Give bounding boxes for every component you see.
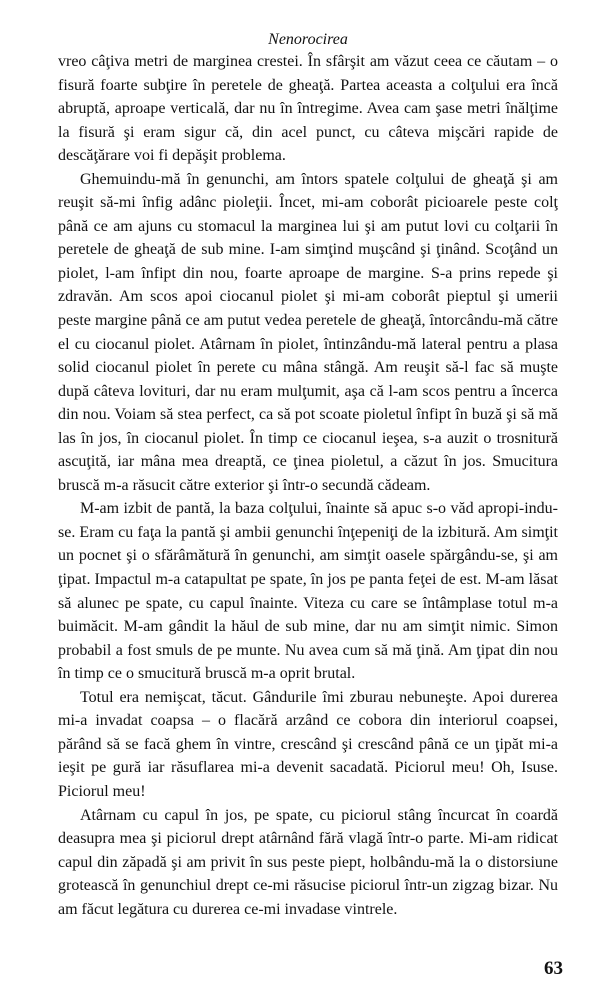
paragraph-2: Ghemuindu-mă în genunchi, am întors spatele colţului de gheaţă şi am reuşit să-mi înfig adânc pioleţii. Încet, mi-am coborât picioarele peste colţ până ce am ajuns cu stomacul la marginea lui şi am putut lovi cu colţarii în peretele de gheaţă de sub mine. I-am simţind muşcând şi ţinând. Scoţând un piolet, l-am înfipt din nou, foarte aproape de margine. S-a prins repede şi zdravăn. Am scos apoi ciocanul piolet şi mi-am coborât pieptul şi umerii peste margine până ce am putut vedea peretele de gheaţă, întorcându-mă către el cu ciocanul piolet. Atârnam în piolet, întinzându-mă lateral pentru a plasa solid ciocanul piolet în perete cu mâna stângă. Am reuşit să-l fac să muşte după câteva lovituri, dar nu eram mulţumit, aşa că l-am scos pentru a încerca din nou. Voiam să stea perfect, ca să pot scoate pioletul înfipt în buză şi să mă las în jos, în ciocanul piolet. În timp ce ciocanul ieşea, s-a auzit o trosnitură ascuţită, iar mâna mea dreaptă, ce ţinea pioletul, a căzut în jos. Smucitura bruscă m-a răsucit către exterior şi într-o secundă cădeam. bbox=[58, 170, 558, 494]
paragraph-3: M-am izbit de pantă, la baza colţului, înainte să apuc s-o văd apropi-indu-se. Eram cu faţa la pantă şi ambii genunchi înţepeniţi de la izbitură. Am simţit un pocnet şi o sfărâmătură în genunchi, am simţit oasele spărgându-se, şi am ţipat. Impactul m-a catapultat pe spate, în jos pe panta feţei de est. M-am lăsat să alunec pe spate, cu capul înainte. Viteza cu care se întâmplase totul m-a buimăcit. M-am gândit la hăul de sub mine, dar nu am simţit nimic. Simon probabil a fost smuls de pe munte. Nu avea cum să mă ţină. Am ţipat din nou în timp ce o smucitură bruscă m-a oprit brutal. bbox=[58, 500, 558, 683]
running-header-title: Nenorocirea bbox=[268, 31, 348, 48]
page-number: 63 bbox=[544, 958, 563, 979]
book-page bbox=[58, 30, 558, 921]
paragraph-4: Totul era nemişcat, tăcut. Gândurile îmi zburau nebuneşte. Apoi durerea mi-a invadat coapsa – o flacără arzând ce cobora din interiorul coapsei, părând să se facă ghem în vintre, crescând şi crescând până ce un ţipăt mi-a ieşit pe gură iar răsuflarea mi-a devenit sacadată. Piciorul meu! Oh, Isuse. Piciorul meu! bbox=[58, 688, 558, 800]
body-text bbox=[58, 50, 558, 921]
paragraph-5: Atârnam cu capul în jos, pe spate, cu piciorul stâng încurcat în coardă deasupra mea şi piciorul drept atârnând fără vlagă într-o parte. Mi-am ridicat capul din zăpadă şi am privit în sus peste piept, holbându-mă la o distorsiune grotească în genunchiul drept ce-mi răsucise piciorul într-un zigzag bizar. Nu am făcut legătura cu durerea ce-mi invadase vintrele. bbox=[58, 806, 558, 918]
paragraph-1: vreo câţiva metri de marginea crestei. În sfârşit am văzut ceea ce căutam – o fisură foarte subţire în peretele de gheaţă. Partea aceasta a colţului era încă abruptă, aproape verticală, dar nu în întregime. Avea cam şase metri înălţime la fisură şi eram sigur că, din acel punct, cu câteva mişcări rapide de descăţărare voi fi depăşit problema. bbox=[58, 53, 558, 165]
